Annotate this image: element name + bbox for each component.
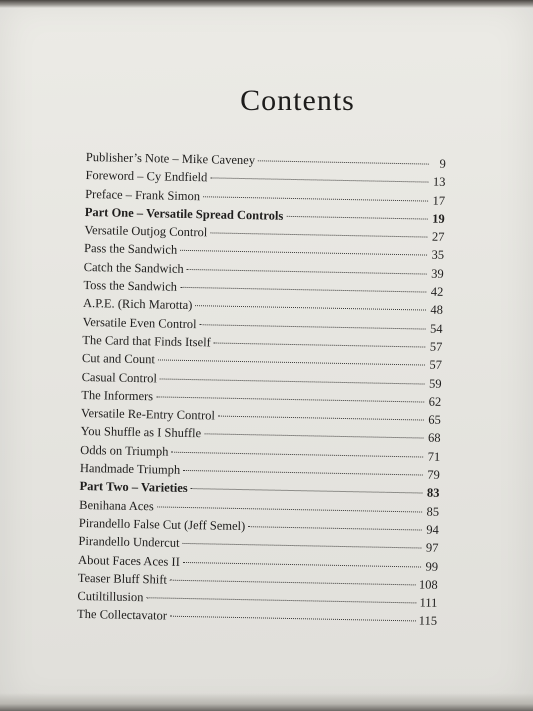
dot-leader xyxy=(183,561,421,567)
dot-leader xyxy=(191,488,423,493)
dot-leader xyxy=(187,269,427,275)
toc-page-number: 115 xyxy=(418,613,438,629)
dot-leader xyxy=(183,470,423,476)
page-title: Contents xyxy=(240,84,355,117)
dot-leader xyxy=(258,160,429,164)
toc-page-number: 42 xyxy=(430,284,444,299)
toc-entry-title: The Card that Finds Itself xyxy=(82,332,211,350)
dot-leader xyxy=(286,216,427,220)
toc-entry-title: Versatile Outjog Control xyxy=(84,223,208,240)
dot-leader xyxy=(182,543,421,549)
dot-leader xyxy=(180,250,427,256)
toc-entry-title: Part Two – Varieties xyxy=(79,479,188,496)
toc-entry-title: Pirandello Undercut xyxy=(78,534,180,551)
toc-entry-title: A.P.E. (Rich Marotta) xyxy=(82,296,193,313)
toc-page-number: 71 xyxy=(427,449,441,464)
toc-page-number: 35 xyxy=(431,248,445,263)
toc-entry-title: Toss the Sandwich xyxy=(83,278,178,294)
dot-leader xyxy=(204,434,423,439)
toc-entry-title: Part One – Versatile Spread Controls xyxy=(84,204,284,223)
toc-page-number: 62 xyxy=(428,394,442,409)
toc-entry-title: Catch the Sandwich xyxy=(83,259,184,276)
toc-entry-title: Preface – Frank Simon xyxy=(85,186,201,203)
toc-entry-title: The Collectavator xyxy=(76,607,168,624)
dot-leader xyxy=(210,178,428,183)
toc-page-number: 65 xyxy=(428,412,442,428)
toc-page-number: 39 xyxy=(431,266,444,281)
toc-page-number: 54 xyxy=(430,321,443,336)
toc-entry-title: Benihana Aces xyxy=(79,497,154,514)
dot-leader xyxy=(157,506,422,512)
toc-page-number: 48 xyxy=(430,303,444,318)
toc-page-number: 108 xyxy=(418,577,438,592)
toc-page-number: 13 xyxy=(432,174,446,190)
toc-entry-title: Publisher’s Note – Mike Caveney xyxy=(85,150,256,168)
toc-page-number: 97 xyxy=(425,540,439,556)
toc-entry-title: Cut and Count xyxy=(81,351,156,367)
dot-leader xyxy=(170,580,416,586)
toc-entry-title: The Informers xyxy=(81,387,154,404)
toc-entry-title: Versatile Even Control xyxy=(82,314,197,331)
toc-entry-title: Foreword – Cy Endfield xyxy=(85,168,208,185)
dot-leader xyxy=(170,616,416,622)
toc-page-number: 19 xyxy=(432,211,445,226)
toc-page-number: 94 xyxy=(426,522,439,537)
toc-page-number: 83 xyxy=(426,485,440,501)
toc-page-number: 57 xyxy=(429,357,443,373)
toc-entry-title: Pirandello False Cut (Jeff Semel) xyxy=(78,515,246,534)
dot-leader xyxy=(214,342,426,347)
dot-leader xyxy=(171,451,423,457)
dot-leader xyxy=(158,360,425,366)
dot-leader xyxy=(200,324,426,329)
dot-leader xyxy=(180,287,426,293)
toc-page-number: 68 xyxy=(427,431,441,446)
toc-page-number: 79 xyxy=(427,467,440,482)
toc-entry-title: Casual Control xyxy=(81,369,158,385)
toc-entry-title: Teaser Bluff Shift xyxy=(77,570,168,587)
page-bottom-edge xyxy=(0,693,533,711)
table-of-contents xyxy=(77,150,446,633)
toc-page-number: 85 xyxy=(426,504,440,519)
toc-page-number: 99 xyxy=(425,559,439,574)
dot-leader xyxy=(203,196,428,201)
toc-page-number: 17 xyxy=(432,193,446,208)
dot-leader xyxy=(195,306,426,311)
dot-leader xyxy=(160,378,425,384)
dot-leader xyxy=(218,416,424,421)
dot-leader xyxy=(146,597,416,603)
dot-leader xyxy=(248,526,422,530)
toc-entry-title: Versatile Re-Entry Control xyxy=(80,406,216,423)
toc-entry-title: About Faces Aces II xyxy=(78,552,180,569)
toc-entry-title: You Shuffle as I Shuffle xyxy=(80,424,202,441)
dot-leader xyxy=(210,233,427,238)
toc-page-number: 57 xyxy=(429,339,443,354)
toc-entry-title: Pass the Sandwich xyxy=(83,241,178,258)
dot-leader xyxy=(156,396,424,402)
toc-entry-title: Odds on Triumph xyxy=(80,442,169,459)
toc-page-number: 27 xyxy=(431,229,445,245)
page-top-edge xyxy=(0,0,533,8)
toc-page-number: 9 xyxy=(439,156,446,171)
toc-page-number: 111 xyxy=(419,595,438,610)
toc-entry-title: Cutiltillusion xyxy=(77,589,144,605)
toc-page-number: 59 xyxy=(428,376,442,391)
toc-entry-title: Handmade Triumph xyxy=(79,460,181,477)
